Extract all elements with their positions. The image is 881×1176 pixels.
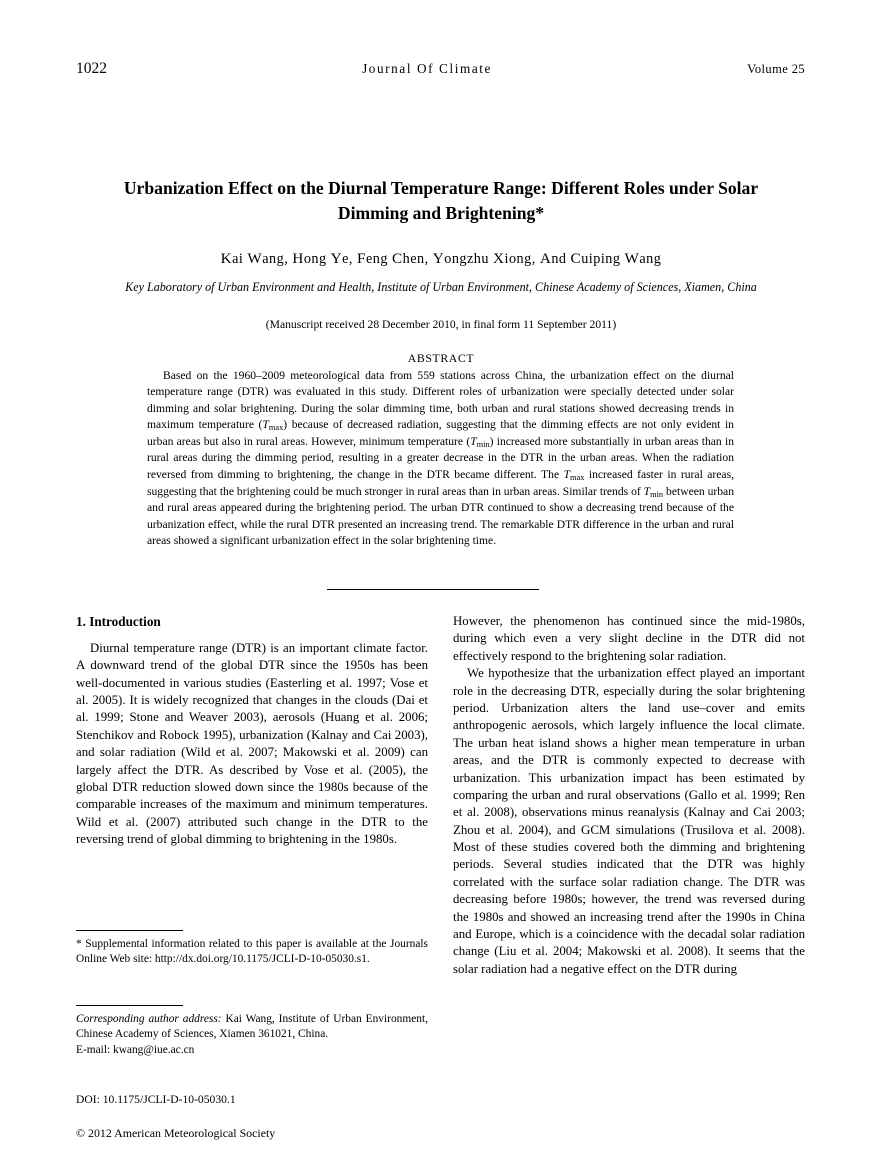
corresponding-author-label: Corresponding author address: xyxy=(76,1013,222,1025)
running-head xyxy=(76,60,805,78)
page-title: Urbanization Effect on the Diurnal Temperature Range: Different Roles under Solar Dimming and Brightening* xyxy=(123,178,759,223)
copyright-text: © 2012 American Meteorological Society xyxy=(76,1126,276,1140)
footnote-rule xyxy=(76,930,183,931)
corresponding-author-address: Kai Wang, Institute of Urban Environment, Chinese Academy of Sciences, Xiamen 361021, China. xyxy=(76,1013,428,1041)
footnote-supplemental-text: * Supplemental information related to this paper is available at the Journals Online Web site: http://dx.doi.org/10.1175/JCLI-D-10-05030.s1. xyxy=(76,938,428,966)
page-number: 1022 xyxy=(76,60,107,77)
title-block xyxy=(105,176,777,366)
affiliation: Key Laboratory of Urban Environment and Health, Institute of Urban Environment, Chinese Academy of Sciences, Xiamen, China xyxy=(125,279,757,294)
section-divider xyxy=(327,589,539,590)
column-left xyxy=(76,613,428,849)
manuscript-dates: (Manuscript received 28 December 2010, in final form 11 September 2011) xyxy=(265,317,617,331)
footnote-supplemental xyxy=(76,930,428,968)
footnote-corresponding-author xyxy=(76,1005,428,1058)
abstract-body: Based on the 1960–2009 meteorological data from 559 stations across China, the urbanization effect on the diurnal temperature range (DTR) was evaluated in this study. Different roles of urbanization were specially detected under solar dimming and solar brightening. During the solar dimming time, both urban and rural stations showed decreasing trends in maximum temperature $(T_{max})$ because of decreased radiation, suggesting that the dimming effects are not only evident in urban areas but also in rural areas. However, minimum temperature $(T_{min})$ increased more substantially in urban areas than in rural areas during the dimming period, resulting in a greater decrease in the DTR in the urban areas. When the radiation reversed from dimming to brightening, the change in the DTR became different. The $T_{max}$ increased faster in rural areas, suggesting that the brightening could be much stronger in rural areas than in urban areas. Similar trends of $T_{min}$ between urban and rural areas appeared during the brightening period. The urban DTR continued to show a decreasing trend because of the urbanization effect, while the rural DTR presented an increasing trend. The remarkable DTR difference in the urban and rural areas showed a significant urbanization effect in the solar brightening time. xyxy=(147,369,734,547)
section-heading-introduction: 1. Introduction xyxy=(76,614,161,629)
paragraph: We hypothesize that the urbanization effect played an important role in the decreasing DTR, especially during the solar brightening period. Urbanization alters the land use–cover and emits anthropogenic aerosols, which largely influence the local climate. The urban heat island shows a higher mean temperature in urban areas, and the DTR is commonly expected to decrease with urbanization. This urbanization impact has been estimated by comparing the urban and rural observations (Gallo et al. 1999; Ren et al. 2008), observations minus reanalysis (Kalnay and Cai 2003; Zhou et al. 2004), and GCM simulations (Trusilova et al. 2008). Most of these studies covered both the dimming and brightening periods. Several studies indicated that the DTR was highly correlated with the surface solar radiation change. The DTR was decreasing before 1980s; however, the trend was reversed during the 1980s and showed an increasing trend after the 1990s in China and Europe, which is a coincidence with the decadal solar radiation change (Liu et al. 2004; Makowski et al. 2008). It seems that the solar radiation had a negative effect on the DTR during xyxy=(453,666,805,976)
doi-text: DOI: 10.1175/JCLI-D-10-05030.1 xyxy=(76,1093,236,1106)
column-right xyxy=(453,613,805,978)
abstract-text xyxy=(147,368,734,549)
journal-name: Journal Of Climate xyxy=(362,61,492,76)
paragraph: Diurnal temperature range (DTR) is an important climate factor. A downward trend of the global DTR since the 1950s has been well-documented in various studies (Easterling et al. 1997; Vose et al. 2005). It is widely recognized that changes in the clouds (Dai et al. 1999; Stone and Weaver 2003), aerosols (Huang et al. 2006; Stenchikov and Robock 1995), urbanization (Kalnay and Cai 2003), and solar radiation (Wild et al. 2007; Makowski et al. 2009) can largely affect the DTR. As described by Vose et al. (2005), the global DTR reduction slowed down since the 1980s because of the comparable increases of the maximum and minimum temperatures. Wild et al. (2007) attributed such change in the DTR to the reversing trend of global dimming to brightening in the 1980s. xyxy=(76,640,428,847)
volume-label: Volume 25 xyxy=(747,62,805,76)
footnote-rule xyxy=(76,1005,183,1006)
author-list: Kai Wang, Hong Ye, Feng Chen, Yongzhu Xiong, And Cuiping Wang xyxy=(220,249,662,267)
abstract-heading: ABSTRACT xyxy=(407,350,475,365)
paragraph: However, the phenomenon has continued since the mid-1980s, during which even a very slight decline in the DTR did not effectively respond to the brightening solar radiation. xyxy=(453,614,805,663)
corresponding-author-email: E-mail: kwang@iue.ac.cn xyxy=(76,1043,195,1056)
corresponding-author-block xyxy=(76,1012,428,1043)
